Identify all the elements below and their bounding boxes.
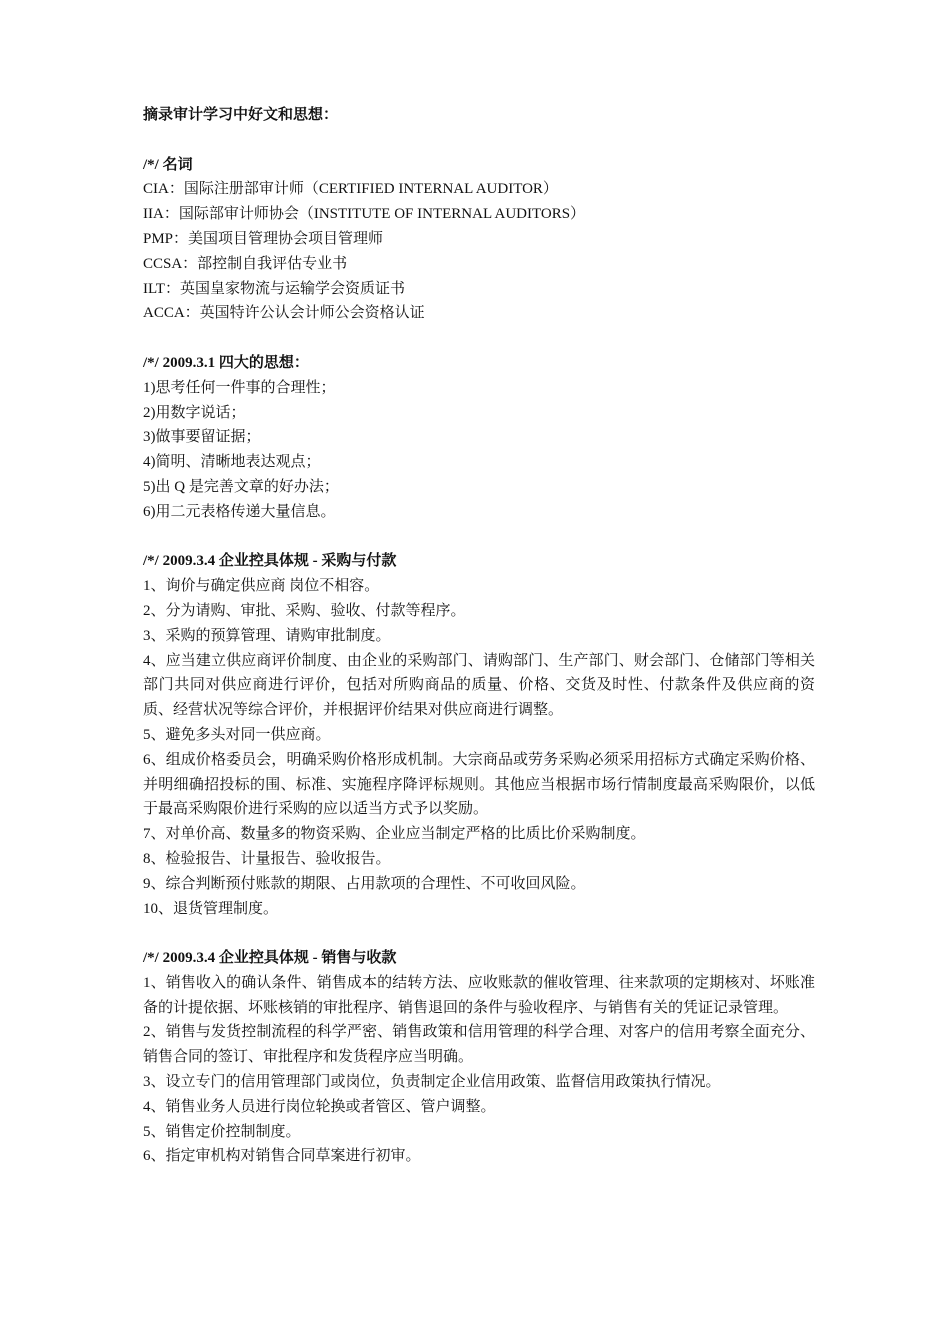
section-purchase-payment <box>143 549 815 921</box>
list-item: 1、销售收入的确认条件、销售成本的结转方法、应收账款的催收管理、往来款项的定期核对、坏账准备的计提依据、坏账核销的审批程序、销售退回的条件与验收程序、与销售有关的凭证记录管理。 <box>143 974 815 1016</box>
term-line: CIA：国际注册部审计师（CERTIFIED INTERNAL AUDITOR） <box>143 181 558 198</box>
document-page <box>143 103 815 1169</box>
list-item: 4、销售业务人员进行岗位轮换或者管区、管户调整。 <box>143 1098 496 1115</box>
section-sales-collection <box>143 946 815 1169</box>
list-item: 2、销售与发货控制流程的科学严密、销售政策和信用管理的科学合理、对客户的信用考察全面充分、销售合同的签订、审批程序和发货程序应当明确。 <box>143 1024 815 1066</box>
section-heading: /*/ 2009.3.1 四大的思想： <box>143 354 309 371</box>
list-item: 5、避免多头对同一供应商。 <box>143 726 331 743</box>
section-heading: /*/ 名词 <box>143 156 193 173</box>
list-item: 2、分为请购、审批、采购、验收、付款等程序。 <box>143 602 466 619</box>
list-item: 8、检验报告、计量报告、验收报告。 <box>143 850 391 867</box>
list-item: 5)出 Q 是完善文章的好办法； <box>143 478 339 495</box>
list-item: 1、询价与确定供应商 岗位不相容。 <box>143 578 380 595</box>
section-big-four-thinking <box>143 351 815 525</box>
document-title: 摘录审计学习中好文和思想： <box>143 107 339 123</box>
term-line: PMP：美国项目管理协会项目管理师 <box>143 230 384 247</box>
list-item: 6、组成价格委员会，明确采购价格形成机制。大宗商品或劳务采购必须采用招标方式确定采购价格、并明细确招投标的围、标准、实施程序降评标规则。其他应当根据市场行情制度最高采购限价，以低于最高采购限价进行采购的应以适当方式予以奖励。 <box>143 751 815 818</box>
list-item: 7、对单价高、数量多的物资采购、企业应当制定严格的比质比价采购制度。 <box>143 826 646 843</box>
term-line: CCSA：部控制自我评估专业书 <box>143 255 348 272</box>
list-item: 3)做事要留证据； <box>143 429 261 446</box>
list-item: 3、设立专门的信用管理部门或岗位，负责制定企业信用政策、监督信用政策执行情况。 <box>143 1074 721 1091</box>
list-item: 1)思考任何一件事的合理性； <box>143 379 336 396</box>
section-heading: /*/ 2009.3.4 企业控具体规 - 销售与收款 <box>143 950 397 967</box>
list-item: 2)用数字说话； <box>143 404 246 421</box>
list-item: 10、退货管理制度。 <box>143 900 279 917</box>
term-line: IIA：国际部审计师协会（INSTITUTE OF INTERNAL AUDITORS） <box>143 206 586 223</box>
term-line: ILT：英国皇家物流与运输学会资质证书 <box>143 280 405 297</box>
list-item: 6)用二元表格传递大量信息。 <box>143 503 336 520</box>
section-heading: /*/ 2009.3.4 企业控具体规 - 采购与付款 <box>143 553 397 570</box>
list-item: 5、销售定价控制制度。 <box>143 1123 301 1140</box>
section-terms <box>143 153 815 327</box>
list-item: 9、综合判断预付账款的期限、占用款项的合理性、不可收回风险。 <box>143 875 586 892</box>
term-line: ACCA：英国特许公认会计师公会资格认证 <box>143 305 425 322</box>
list-item: 3、采购的预算管理、请购审批制度。 <box>143 627 391 644</box>
list-item: 6、指定审机构对销售合同草案进行初审。 <box>143 1148 421 1165</box>
list-item: 4)简明、清晰地表达观点； <box>143 454 321 471</box>
list-item: 4、应当建立供应商评价制度、由企业的采购部门、请购部门、生产部门、财会部门、仓储部门等相关部门共同对供应商进行评价，包括对所购商品的质量、价格、交货及时性、付款条件及供应商的资质、经营状况等综合评价，并根据评价结果对供应商进行调整。 <box>143 652 815 719</box>
